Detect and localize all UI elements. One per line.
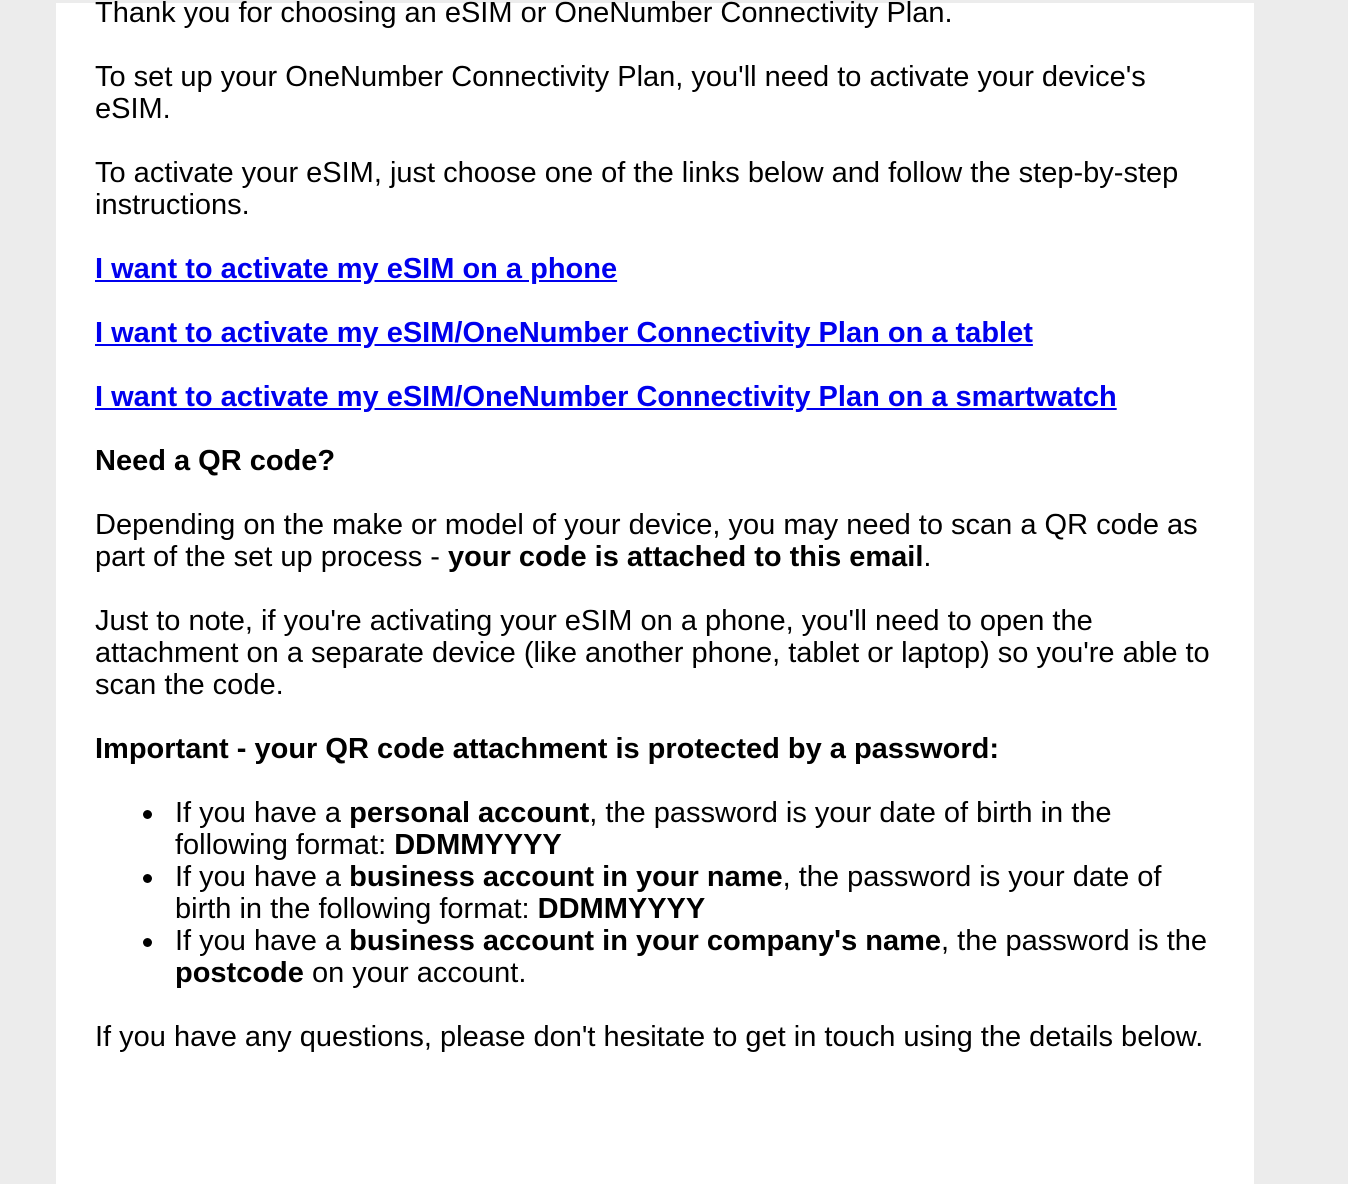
- list-item: If you have a personal account, the password is your date of birth in the following format: DDMMYYYY: [175, 797, 1225, 861]
- note-paragraph: Just to note, if you're activating your eSIM on a phone, you'll need to open the attachment on a separate device (like another phone, tablet or laptop) so you're able to scan the code.: [95, 605, 1210, 701]
- activate-instructions-paragraph: To activate your eSIM, just choose one of the links below and follow the step-by-step instructions.: [95, 157, 1179, 221]
- qr-heading: Need a QR code?: [95, 445, 336, 477]
- bullet-icon: [143, 874, 152, 883]
- important-heading: Important - your QR code attachment is protected by a password:: [95, 733, 999, 765]
- email-body-card: [56, 0, 1254, 1184]
- qr-paragraph: Depending on the make or model of your device, you may need to scan a QR code as part of the set up process - your code is attached to this email.: [95, 509, 1198, 573]
- activate-phone-link[interactable]: I want to activate my eSIM on a phone: [95, 253, 618, 285]
- email-content: [95, 0, 1225, 1085]
- setup-paragraph: To set up your OneNumber Connectivity Plan, you'll need to activate your device's eSIM.: [95, 61, 1146, 125]
- tablet-link-paragraph: [95, 317, 1225, 349]
- bullet-icon: [143, 938, 152, 947]
- smartwatch-link-paragraph: [95, 381, 1225, 413]
- password-list: [95, 797, 1225, 989]
- list-item: If you have a business account in your name, the password is your date of birth in the following format: DDMMYYYY: [175, 861, 1225, 925]
- activate-smartwatch-link[interactable]: I want to activate my eSIM/OneNumber Connectivity Plan on a smartwatch: [95, 381, 1117, 413]
- phone-link-paragraph: [95, 253, 1225, 285]
- bullet-icon: [143, 810, 152, 819]
- activate-tablet-link[interactable]: I want to activate my eSIM/OneNumber Connectivity Plan on a tablet: [95, 317, 1033, 349]
- intro-paragraph: Thank you for choosing an eSIM or OneNumber Connectivity Plan.: [95, 0, 953, 29]
- list-item: If you have a business account in your company's name, the password is the postcode on your account.: [175, 925, 1225, 989]
- closing-paragraph: If you have any questions, please don't hesitate to get in touch using the details below.: [95, 1021, 1204, 1053]
